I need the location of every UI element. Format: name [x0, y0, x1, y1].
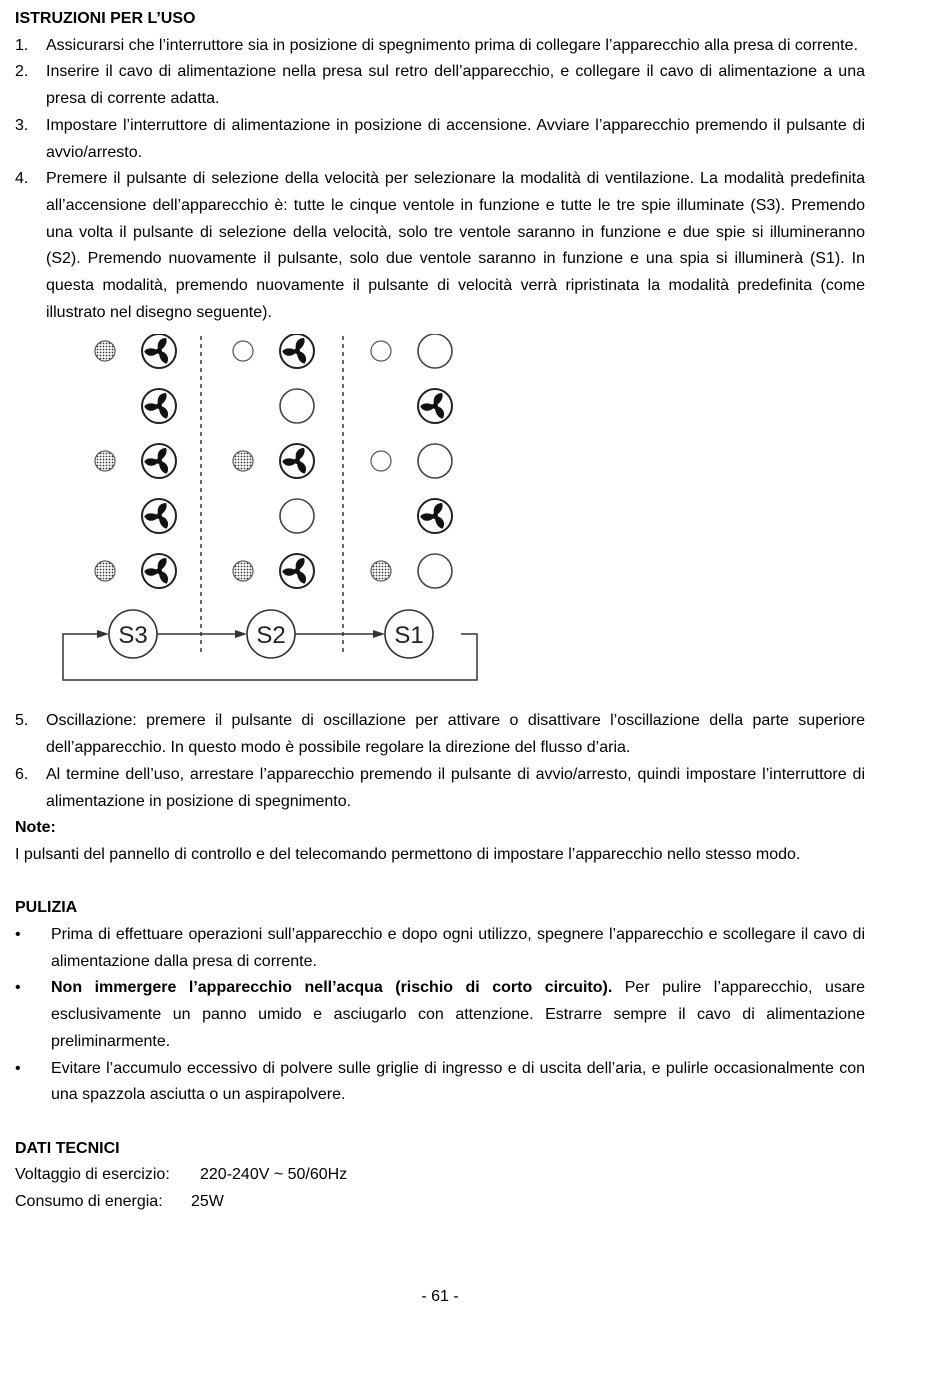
step-2	[15, 59, 865, 112]
speed-mode-diagram	[45, 334, 505, 696]
mode-label: S3	[118, 622, 148, 650]
step-number: 1.	[15, 36, 29, 54]
fan-on-icon	[418, 499, 452, 533]
cleaning-heading: PULIZIA	[15, 899, 78, 917]
step-number: 2.	[15, 63, 29, 81]
step-5	[15, 708, 865, 761]
fan-off-icon	[418, 554, 452, 588]
step-text: Oscillazione: premere il pulsante di oscillazione per attivare o disattivare l’oscillazione della parte superiore dell’apparecchio. In questo modo è possibile regolare la direzione del flusso d’aria.	[46, 712, 865, 757]
fan-on-icon	[280, 334, 314, 368]
cleaning-item-1	[15, 922, 865, 975]
step-text: Inserire il cavo di alimentazione nella presa sul retro dell’apparecchio, e collegare il cavo di alimentazione a una presa di corrente adatta.	[46, 63, 865, 108]
indicator-light-off-icon	[371, 341, 391, 361]
fan-on-icon	[142, 554, 176, 588]
bullet: •	[15, 1059, 21, 1077]
step-3	[15, 113, 865, 166]
arrow-head	[235, 630, 247, 638]
indicator-light-on-icon	[233, 451, 253, 471]
voltage-row	[15, 1162, 865, 1189]
cleaning-warning: Non immergere l’apparecchio nell’acqua (rischio di corto circuito).	[51, 979, 613, 997]
fan-on-icon	[142, 499, 176, 533]
note-label: Note:	[15, 819, 56, 837]
cleaning-item-3	[15, 1056, 865, 1109]
indicator-light-off-icon	[233, 341, 253, 361]
speed-mode-svg	[45, 334, 505, 696]
voltage-value: 220-240V ~ 50/60Hz	[200, 1166, 348, 1184]
cleaning-item-2	[15, 975, 865, 1055]
fan-off-icon	[280, 389, 314, 423]
specs-heading: DATI TECNICI	[15, 1139, 120, 1157]
step-number: 6.	[15, 765, 29, 783]
indicator-light-off-icon	[371, 451, 391, 471]
indicator-light-on-icon	[371, 561, 391, 581]
cleaning-text: Prima di effettuare operazioni sull’apparecchio e dopo ogni utilizzo, spegnere l’apparecchio e scollegare il cavo di alimentazione dalla presa di corrente.	[51, 926, 865, 970]
arrow-head	[373, 630, 385, 638]
fan-off-icon	[280, 499, 314, 533]
fan-off-icon	[418, 444, 452, 478]
step-4	[15, 166, 865, 326]
usage-heading: ISTRUZIONI PER L’USO	[15, 10, 196, 27]
voltage-label: Voltaggio di esercizio:	[15, 1166, 170, 1184]
note-text: I pulsanti del pannello di controllo e del telecomando permettono di impostare l’apparecchio nello stesso modo.	[15, 845, 801, 863]
technical-specs	[15, 1136, 865, 1216]
step-number: 3.	[15, 116, 29, 134]
fan-on-icon	[418, 389, 452, 423]
bullet: •	[15, 979, 21, 997]
mode-label: S2	[256, 622, 286, 650]
step-1	[15, 33, 865, 60]
step-text: Al termine dell’uso, arrestare l’apparecchio premendo il pulsante di avvio/arresto, quindi impostare l’interruttore di alimentazione in posizione di spegnimento.	[46, 765, 865, 810]
step-text: Impostare l’interruttore di alimentazione in posizione di accensione. Avviare l’apparecchio premendo il pulsante di avvio/arresto.	[46, 116, 865, 161]
power-value: 25W	[191, 1193, 224, 1211]
power-label: Consumo di energia:	[15, 1193, 163, 1211]
page-number: - 61 -	[421, 1288, 459, 1305]
indicator-light-on-icon	[95, 451, 115, 471]
indicator-light-on-icon	[233, 561, 253, 581]
fan-on-icon	[280, 444, 314, 478]
cleaning-text: Per pulire l’apparecchio, usare esclusivamente un panno umido e asciugarlo con attenzione. Estrarre sempre il cavo di alimentazione preliminarmente.	[51, 979, 865, 1050]
arrow-head	[97, 630, 109, 638]
fan-on-icon	[142, 389, 176, 423]
manual-page	[15, 6, 865, 1216]
step-number: 4.	[15, 170, 29, 188]
indicator-light-on-icon	[95, 341, 115, 361]
fan-on-icon	[142, 334, 176, 368]
power-row	[15, 1189, 865, 1216]
step-text: Premere il pulsante di selezione della velocità per selezionare la modalità di ventilazione. La modalità predefinita all’accensione dell’apparecchio è: tutte le cinque ventole in funzione e tutte le tre spie illuminate (S3). Premendo una volta il pulsante di selezione della velocità, solo tre ventole saranno in funzione e due spie si illumineranno (S2). Premendo nuovamente il pulsante, solo due ventole saranno in funzione e una spia si illuminerà (S1). In questa modalità, premendo nuovamente il pulsante di velocità verrà ripristinata la modalità predefinita (come illustrato nel disegno seguente).	[46, 170, 865, 321]
step-number: 5.	[15, 712, 29, 730]
fan-on-icon	[280, 554, 314, 588]
cleaning-text: Evitare l’accumulo eccessivo di polvere sulle griglie di ingresso e di uscita dell’aria, e pulirle occasionalmente con una spazzola asciutta o un aspirapolvere.	[51, 1059, 865, 1104]
indicator-light-on-icon	[95, 561, 115, 581]
fan-off-icon	[418, 334, 452, 368]
step-text: Assicurarsi che l’interruttore sia in posizione di spegnimento prima di collegare l’apparecchio alla presa di corrente.	[46, 36, 858, 54]
bullet: •	[15, 926, 21, 944]
step-6	[15, 762, 865, 815]
fan-on-icon	[142, 444, 176, 478]
mode-label: S1	[394, 622, 424, 650]
